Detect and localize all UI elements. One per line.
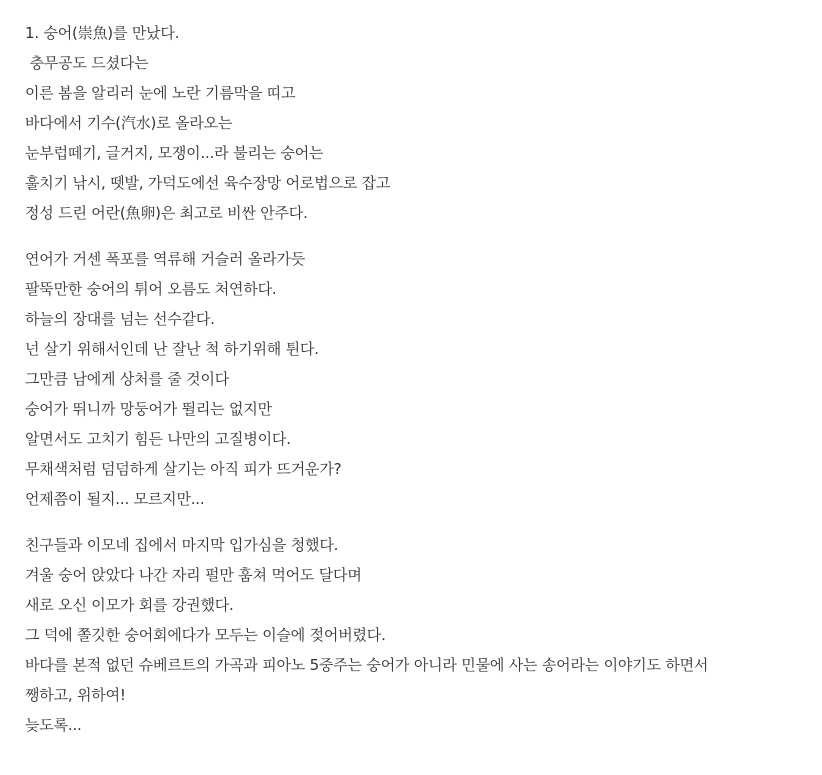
poem-line: 언제쯤이 될지... 모르지만...: [25, 490, 205, 508]
poem-line: 그 덕에 쫄깃한 숭어회에다가 모두는 이슬에 젖어버렸다.: [25, 626, 386, 644]
poem-line: 팔뚝만한 숭어의 튀어 오름도 처연하다.: [25, 280, 277, 298]
poem-line: 겨울 숭어 앉았다 나간 자리 펄만 훔쳐 먹어도 달다며: [25, 566, 362, 584]
poem-line: 바다에서 기수(汽水)로 올라오는: [25, 114, 233, 132]
poem-line: 친구들과 이모네 집에서 마지막 입가심을 청했다.: [25, 536, 339, 554]
poem-body: [25, 18, 745, 756]
poem-line: 훌치기 낚시, 뗏발, 가덕도에선 육수장망 어로법으로 잡고: [25, 174, 391, 192]
poem-line: 새로 오신 이모가 회를 강권했다.: [25, 596, 234, 614]
poem-line: 충무공도 드셨다는: [25, 54, 149, 72]
poem-line: 정성 드린 어란(魚卵)은 최고로 비싼 안주다.: [25, 204, 308, 222]
poem-line: 알면서도 고치기 힘든 나만의 고질병이다.: [25, 430, 291, 448]
stanza-2: [25, 244, 745, 514]
stanza-3: [25, 530, 745, 740]
poem-line: 넌 살기 위해서인데 난 잘난 척 하기위해 튄다.: [25, 340, 319, 358]
poem-line: 늦도록...: [25, 716, 82, 734]
stanza-1: [25, 18, 745, 228]
poem-line: 눈부럽떼기, 글거지, 모쟁이...라 불리는 숭어는: [25, 144, 324, 162]
poem-line: 그만큼 남에게 상처를 줄 것이다: [25, 370, 230, 388]
poem-line: 연어가 거센 폭포를 역류해 거슬러 올라가듯: [25, 250, 306, 268]
poem-line: 이른 봄을 알리러 눈에 노란 기름막을 띠고: [25, 84, 296, 102]
poem-line: 바다를 본적 없던 슈베르트의 가곡과 피아노 5중주는 숭어가 아니라 민물에 사는 송어라는 이야기도 하면서: [25, 656, 709, 674]
poem-line: 숭어가 뛰니까 망둥어가 뛸리는 없지만: [25, 400, 272, 418]
poem-line: 1. 숭어(崇魚)를 만났다.: [25, 24, 180, 42]
poem-line: 무채색처럼 덤덤하게 살기는 아직 피가 뜨거운가?: [25, 460, 342, 478]
poem-line: 하늘의 장대를 넘는 선수같다.: [25, 310, 215, 328]
poem-line: 쨍하고, 위하여!: [25, 686, 126, 704]
